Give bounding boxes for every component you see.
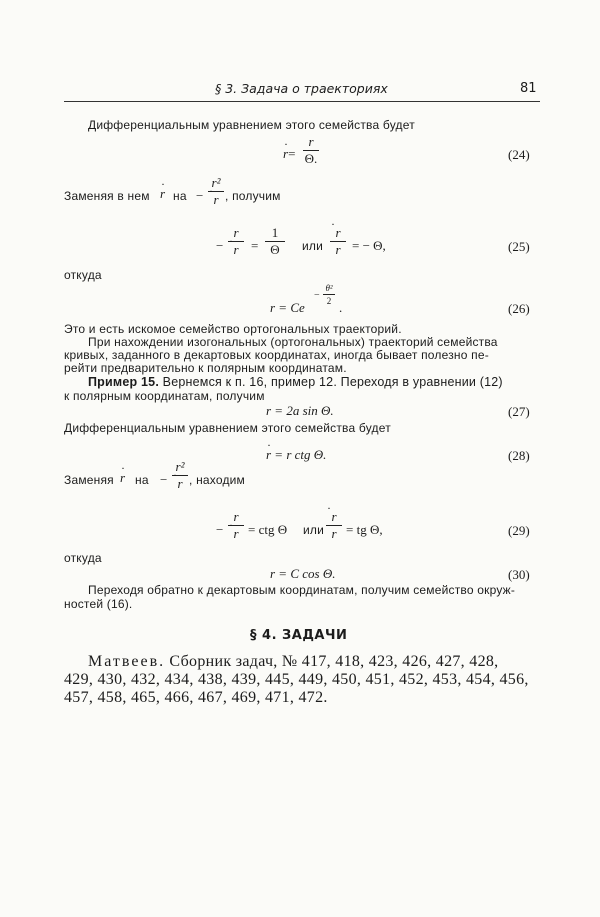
eq25-frac3: · r r bbox=[330, 226, 346, 257]
eq27-body: r = 2a sin Θ. bbox=[266, 403, 334, 418]
eq30-number: (30) bbox=[508, 567, 530, 582]
paragraph-7-line1: Переходя обратно к декартовым координатам, получим семейство окруж- bbox=[88, 583, 516, 597]
paragraph-1: Дифференциальным уравнением этого семейства будет bbox=[88, 118, 415, 132]
eq25-rhs: = − Θ, bbox=[352, 238, 386, 253]
paragraph-2c: , получим bbox=[225, 189, 281, 203]
problems-line1: Матвеев. Сборник задач, № 417, 418, 423, 426, 427, 428, bbox=[88, 653, 499, 670]
running-header: § 3. Задача о траекториях bbox=[215, 81, 388, 96]
example-15-line1: Пример 15. Вернемся к п. 16, пример 12. Переходя в уравнении (12) bbox=[88, 375, 503, 389]
p2-minus: − bbox=[196, 188, 204, 203]
eq29-minus: − bbox=[216, 522, 224, 537]
eq26-exp-frac: θ² 2 bbox=[323, 283, 335, 306]
eq28-number: (28) bbox=[508, 448, 530, 463]
paragraph-5: Дифференциальным уравнением этого семейства будет bbox=[64, 421, 391, 435]
eq26-number: (26) bbox=[508, 301, 530, 316]
example-label: Пример 15. bbox=[88, 375, 159, 389]
page-number: 81 bbox=[520, 81, 537, 96]
paragraph-2a: Заменяя в нем bbox=[64, 189, 150, 203]
eq25-eq: = bbox=[251, 238, 259, 253]
paragraph-4-line3: рейти предварительно к полярным координатам. bbox=[64, 361, 347, 375]
eq29-frac2: · r r bbox=[326, 510, 342, 541]
eq29-frac1: r · r bbox=[228, 510, 244, 541]
eq24-fraction: r Θ. bbox=[304, 134, 318, 166]
otkuda-2: откуда bbox=[64, 551, 102, 565]
paragraph-2b: на bbox=[173, 189, 187, 203]
eq26-body: r = Ce bbox=[270, 300, 305, 315]
problems-line3: 457, 458, 465, 466, 467, 469, 471, 472. bbox=[64, 689, 328, 706]
eq29-ctg: = ctg Θ bbox=[248, 522, 288, 537]
paragraph-6b: на bbox=[135, 473, 149, 487]
paragraph-7-line2: ностей (16). bbox=[64, 597, 133, 611]
paragraph-6c: , находим bbox=[189, 473, 245, 487]
eq24-lhs: · r= bbox=[283, 146, 295, 162]
paragraph-4-line2: кривых, заданного в декартовых координатах, иногда бывает полезно пе- bbox=[64, 348, 489, 362]
eq28-body: · r = r ctg Θ. bbox=[266, 447, 326, 463]
eq29-or: или bbox=[303, 523, 325, 537]
section-title: § 4. ЗАДАЧИ bbox=[250, 628, 348, 643]
example-15-line2: к полярным координатам, получим bbox=[64, 389, 265, 403]
p6-r-dot: · r bbox=[120, 470, 125, 486]
header-rule bbox=[64, 101, 540, 102]
eq24-number: (24) bbox=[508, 147, 530, 162]
eq25-number: (25) bbox=[508, 239, 530, 254]
eq25-minus: − bbox=[216, 238, 224, 253]
eq26-period: . bbox=[339, 300, 343, 315]
eq25-or: или bbox=[302, 239, 324, 253]
eq25-frac2: 1 Θ bbox=[265, 226, 285, 257]
paragraph-4-line1: При нахождении изогональных (ортогональных) траекторий семейства bbox=[88, 335, 498, 349]
paragraph-3: Это и есть искомое семейство ортогональных траекторий. bbox=[64, 322, 402, 336]
eq30-body: r = C cos Θ. bbox=[270, 566, 336, 581]
paragraph-6a: Заменяя bbox=[64, 473, 114, 487]
p6-fraction: r² · r bbox=[172, 460, 188, 491]
eq26-exp-minus: − bbox=[314, 290, 320, 301]
eq29-tg: = tg Θ, bbox=[346, 522, 383, 537]
eq27-number: (27) bbox=[508, 404, 530, 419]
eq29-number: (29) bbox=[508, 523, 530, 538]
p6-minus: − bbox=[160, 472, 168, 487]
p2-r-dot: · r bbox=[160, 186, 165, 202]
p2-fraction: r² · r bbox=[208, 176, 224, 207]
author-name: Матвеев. bbox=[88, 653, 166, 670]
problems-line2: 429, 430, 432, 434, 438, 439, 445, 449, 450, 451, 452, 453, 454, 456, bbox=[64, 671, 529, 688]
eq25-frac1: r · r bbox=[228, 226, 244, 257]
otkuda-1: откуда bbox=[64, 268, 102, 282]
